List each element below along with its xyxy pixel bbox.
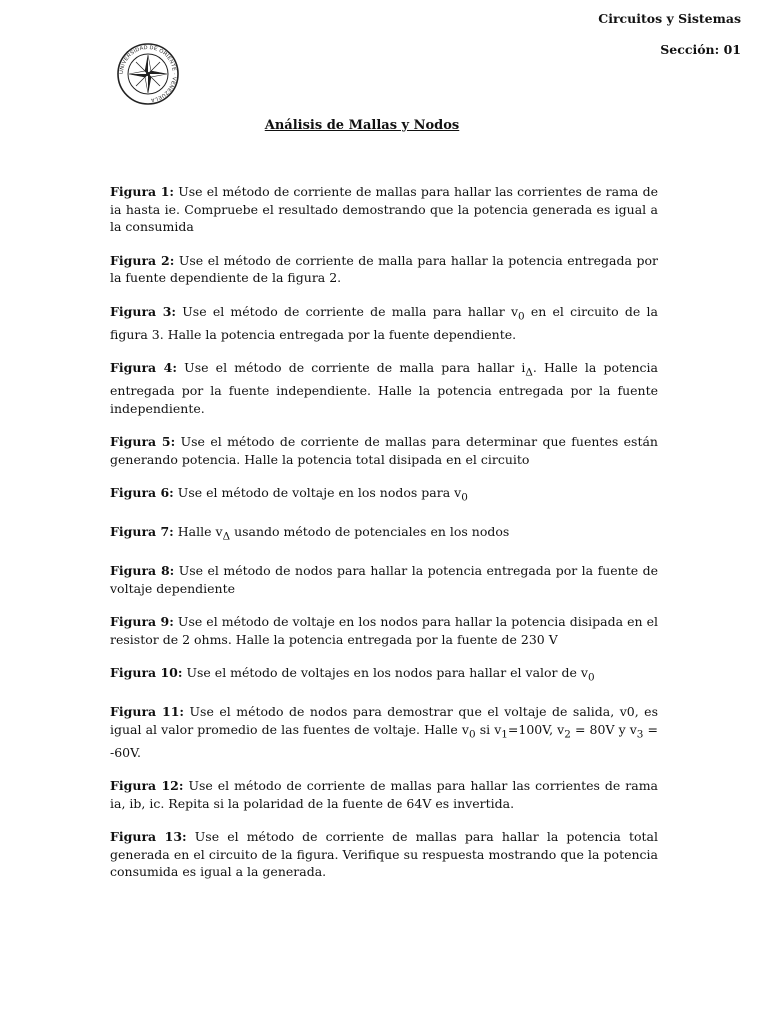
problem-item <box>110 664 658 687</box>
svg-text:UNIVERSIDAD DE ORIENTE · VENEZ: UNIVERSIDAD DE ORIENTE · VENEZUELA <box>118 44 178 103</box>
problem-text: Use el método de corriente de mallas para hallar las corrientes de rama de ia hasta ie. Compruebe el resultado demostrando que la potencia generada es igual a la consumida <box>110 184 658 234</box>
compass-rose-icon <box>116 42 180 106</box>
problem-text: Use el método de corriente de mallas para hallar la potencia total generada en el circuito de la figura. Verifique su respuesta mostrando que la potencia consumida es igual a la generada. <box>110 829 659 879</box>
problem-text: Use el método de voltaje en los nodos para $v_0$ <box>173 485 468 504</box>
course-name: Circuitos y Sistemas <box>598 11 741 26</box>
problem-label: Figura 7: <box>110 524 174 539</box>
problem-text: Use el método de corriente de mallas para determinar que fuentes están generando potencia. Halle la potencia total disipada en el circuito <box>110 434 658 467</box>
problem-text: Use el método de voltaje en los nodos para hallar la potencia disipada en el resistor de 2 ohms. Halle la potencia entregada por la fuente de 230 V <box>110 614 658 647</box>
problem-item <box>110 828 658 881</box>
problem-label: Figura 13: <box>110 829 187 844</box>
problem-text: Use el método de corriente de mallas para hallar las corrientes de rama ia, ib, ic. Repita si la polaridad de la fuente de 64V es invertida. <box>110 778 658 811</box>
problem-item <box>110 484 658 507</box>
problem-item <box>110 359 658 417</box>
problem-label: Figura 8: <box>110 563 175 578</box>
problem-text: Use el método de corriente de malla para hallar $v_0$ en el circuito de la figura 3. Halle la potencia entregada por la fuente dependiente. <box>110 303 658 342</box>
problem-label: Figura 3: <box>110 303 177 319</box>
problem-item <box>110 252 658 287</box>
problem-label: Figura 11: <box>110 704 185 719</box>
problem-item <box>110 433 658 468</box>
problem-label: Figura 2: <box>110 252 175 268</box>
problem-label: Figura 9: <box>110 614 174 629</box>
problem-list <box>110 183 658 897</box>
problem-text: Use el método de nodos para demostrar que el voltaje de salida, v0, es igual al valor promedio de las fuentes de voltaje. Halle $v_0$ si $v_1=100V$, $v_2 = 80V$ y $v_3 = -60V$. <box>110 704 658 760</box>
problem-text: Use el método de nodos para hallar la potencia entregada por la fuente de voltaje dependiente <box>110 563 658 596</box>
problem-label: Figura 12: <box>110 778 184 793</box>
problem-item <box>110 303 658 344</box>
problem-text: Halle $v_\Delta$ usando método de potenciales en los nodos <box>173 524 510 543</box>
problem-item <box>110 523 658 546</box>
section-number: Sección: 01 <box>660 42 741 57</box>
problem-label: Figura 5: <box>110 434 176 449</box>
document-title: Análisis de Mallas y Nodos <box>264 118 460 133</box>
problem-text: Use el método de voltajes en los nodos para hallar el valor de $v_0$ <box>182 665 595 684</box>
problem-label: Figura 1: <box>110 184 175 199</box>
problem-text: Use el método de corriente de malla para hallar $i_\Delta$. Halle la potencia entregada por la fuente independiente. Halle la potencia entregada por la fuente independiente. <box>110 360 658 416</box>
problem-label: Figura 6: <box>110 485 174 500</box>
problem-label: Figura 10: <box>110 665 183 680</box>
problem-item <box>110 777 658 812</box>
university-seal-logo <box>116 42 180 106</box>
problem-label: Figura 4: <box>110 360 177 375</box>
problem-text: Use el método de corriente de malla para hallar la potencia entregada por la fuente dependiente de la figura 2. <box>110 252 658 285</box>
problem-item <box>110 613 658 648</box>
problem-item <box>110 183 658 236</box>
problem-item <box>110 703 658 761</box>
problem-item <box>110 562 658 597</box>
